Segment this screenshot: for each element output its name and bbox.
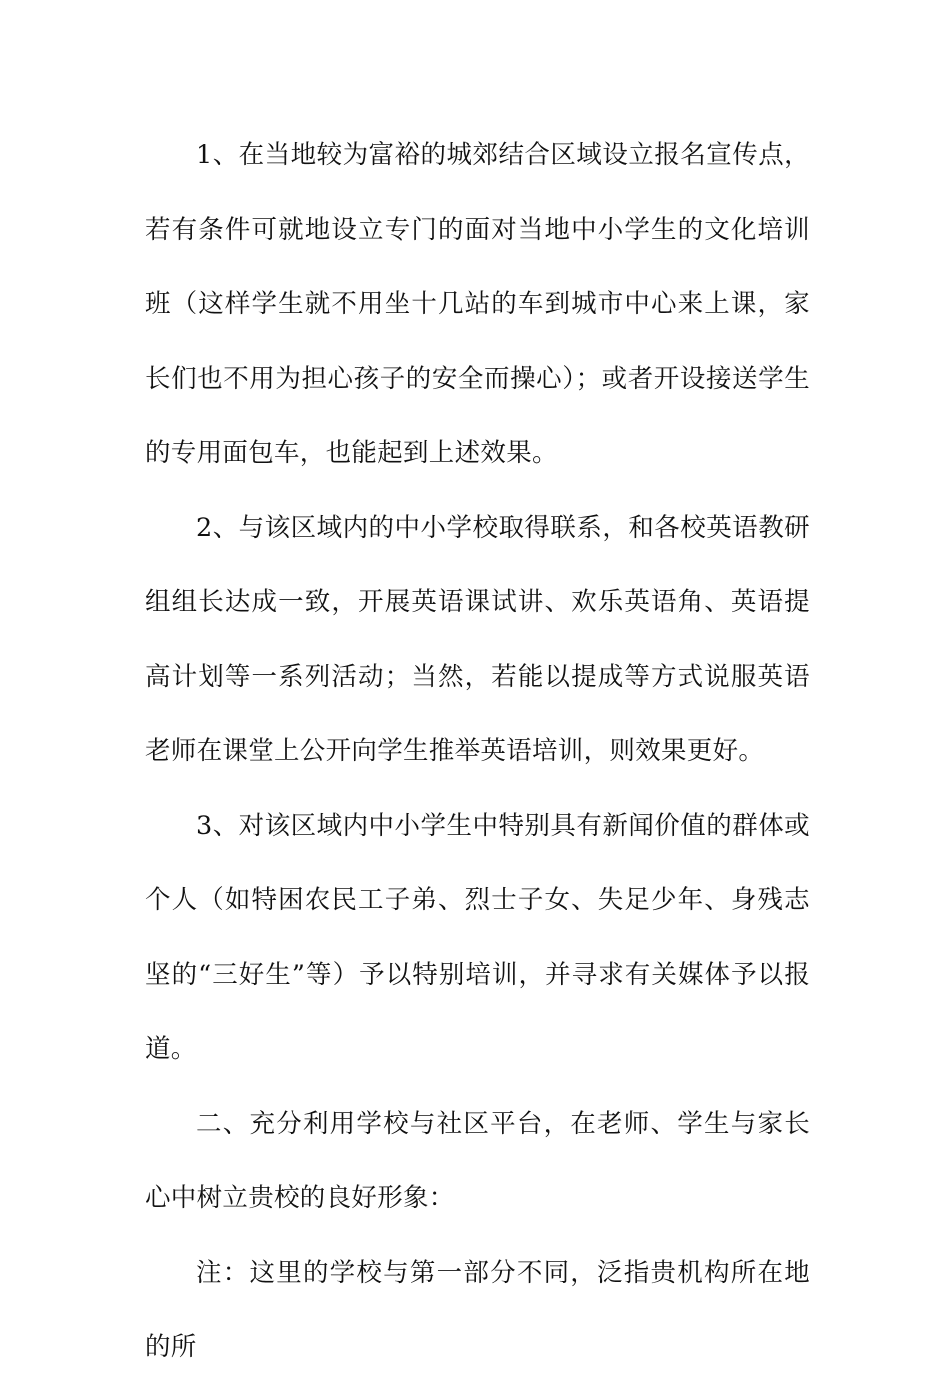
paragraph-2: 2、与该区域内的中小学校取得联系，和各校英语教研组组长达成一致，开展英语课试讲、欢乐英语角、英语提高计划等一系列活动；当然，若能以提成等方式说服英语老师在课堂上公开向学生推举英语培训，则效果更好。 xyxy=(145,512,810,766)
note-paragraph: 注：这里的学校与第一部分不同，泛指贵机构所在地的所 xyxy=(145,1257,810,1362)
paragraph-3: 3、对该区域内中小学生中特别具有新闻价值的群体或个人（如特困农民工子弟、烈士子女、失足少年、身残志坚的“三好生”等）予以特别培训，并寻求有关媒体予以报道。 xyxy=(145,810,810,1064)
section-heading-2: 二、充分利用学校与社区平台，在老师、学生与家长心中树立贵校的良好形象： xyxy=(145,1108,810,1213)
document-body xyxy=(145,118,810,1385)
paragraph-1: 1、在当地较为富裕的城郊结合区域设立报名宣传点，若有条件可就地设立专门的面对当地中小学生的文化培训班（这样学生就不用坐十几站的车到城市中心来上课，家长们也不用为担心孩子的安全而操心）；或者开设接送学生的专用面包车，也能起到上述效果。 xyxy=(145,140,810,468)
